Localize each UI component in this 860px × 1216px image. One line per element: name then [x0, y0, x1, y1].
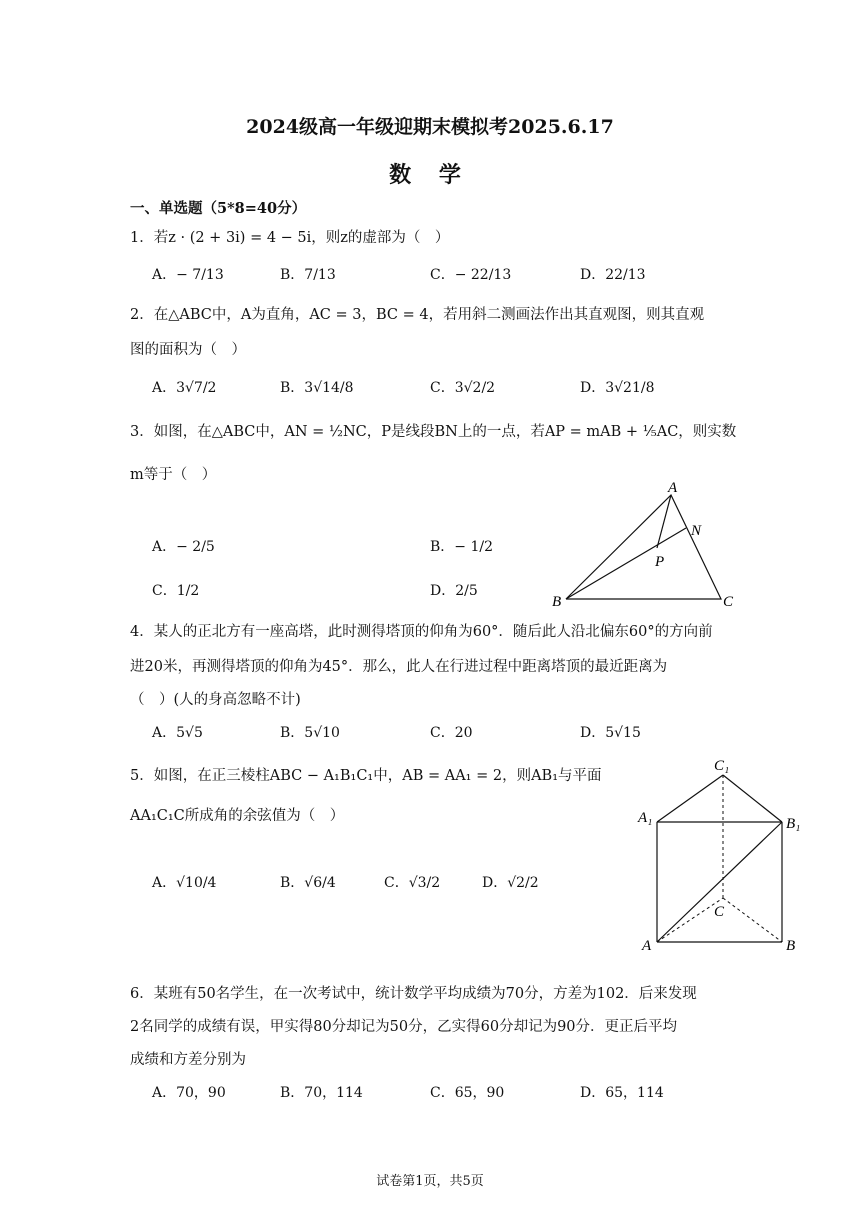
q5-option-a: A．√10/4 [152, 875, 217, 891]
label-a1: A₁ [638, 810, 653, 826]
question-3-line-2: m等于（ ） [130, 467, 217, 483]
question-6-line-1: 6．某班有50名学生，在一次考试中，统计数学平均成绩为70分，方差为102．后来发现 [130, 986, 697, 1002]
q6-option-b: B．70，114 [280, 1085, 363, 1101]
question-5-line-2: AA₁C₁C所成角的余弦值为（ ） [130, 808, 345, 824]
question-3-line-1: 3．如图，在△ABC中，AN = ½NC，P是线段BN上的一点，若AP = mAB + ⅕AC，则实数 [130, 424, 737, 440]
question-4-line-3: （ ）(人的身高忽略不计) [130, 692, 301, 708]
q3-option-b: B．− 1/2 [430, 539, 493, 555]
question-1-stem: 1．若z · (2 + 3i) = 4 − 5i，则z的虚部为（ ） [130, 230, 450, 246]
label-p: P [655, 554, 665, 570]
exam-title: 2024级高一年级迎期末模拟考2025.6.17 [246, 116, 614, 138]
q6-option-d: D．65，114 [580, 1085, 664, 1101]
q3-option-c: C．1/2 [152, 583, 200, 599]
question-2-line-1: 2．在△ABC中，A为直角，AC = 3，BC = 4，若用斜二测画法作出其直观图，则其直观 [130, 307, 705, 323]
q4-option-d: D．5√15 [580, 725, 641, 741]
section-heading: 一、单选题（5*8=40分） [130, 200, 307, 217]
q2-option-c: C．3√2/2 [430, 380, 496, 396]
label-b: B [552, 594, 562, 610]
q1-option-c: C．− 22/13 [430, 267, 512, 283]
label-b: B [786, 938, 796, 954]
page-footer: 试卷第1页，共5页 [376, 1174, 484, 1189]
question-4-line-2: 进20米，再测得塔顶的仰角为45°．那么，此人在行进过程中距离塔顶的最近距离为 [130, 659, 668, 675]
q6-option-c: C．65，90 [430, 1085, 505, 1101]
q2-option-a: A．3√7/2 [152, 380, 217, 396]
segment-ab1 [657, 822, 782, 942]
q2-option-d: D．3√21/8 [580, 380, 655, 396]
q6-option-a: A．70，90 [152, 1085, 226, 1101]
label-a: A [668, 480, 678, 496]
q5-option-b: B．√6/4 [280, 875, 336, 891]
q3-option-a: A．− 2/5 [152, 539, 215, 555]
label-a: A [642, 938, 652, 954]
hidden-edge-cb [723, 898, 782, 942]
q5-option-c: C．√3/2 [384, 875, 441, 891]
question-4-line-1: 4．某人的正北方有一座高塔，此时测得塔顶的仰角为60°．随后此人沿北偏东60°的方向前 [130, 624, 713, 640]
q3-option-d: D．2/5 [430, 583, 478, 599]
edge-c1b1 [723, 775, 782, 822]
q4-option-a: A．5√5 [152, 725, 203, 741]
question-5-line-1: 5．如图，在正三棱柱ABC − A₁B₁C₁中，AB = AA₁ = 2，则AB₁与平面 [130, 768, 602, 784]
edge-a1c1 [657, 775, 723, 822]
label-n: N [691, 523, 702, 539]
label-c1: C₁ [714, 758, 730, 774]
label-c: C [714, 904, 725, 920]
q4-option-c: C．20 [430, 725, 473, 741]
q1-option-b: B．7/13 [280, 267, 336, 283]
q1-option-d: D．22/13 [580, 267, 646, 283]
segment-bn [566, 528, 686, 599]
segment-ap [657, 495, 671, 548]
question-6-line-3: 成绩和方差分别为 [130, 1052, 246, 1068]
q4-option-b: B．5√10 [280, 725, 340, 741]
triangular-prism-figure [630, 752, 810, 958]
subject-title: 数 学 [389, 162, 471, 188]
q2-option-b: B．3√14/8 [280, 380, 354, 396]
label-c: C [723, 594, 734, 610]
triangle-abc-figure [540, 480, 740, 610]
label-b1: B₁ [786, 816, 801, 832]
question-2-line-2: 图的面积为（ ） [130, 342, 246, 358]
q5-option-d: D．√2/2 [482, 875, 539, 891]
triangle-abc-outline [566, 495, 721, 599]
question-6-line-2: 2名同学的成绩有误，甲实得80分却记为50分，乙实得60分却记为90分．更正后平均 [130, 1019, 678, 1035]
q1-option-a: A．− 7/13 [152, 267, 224, 283]
